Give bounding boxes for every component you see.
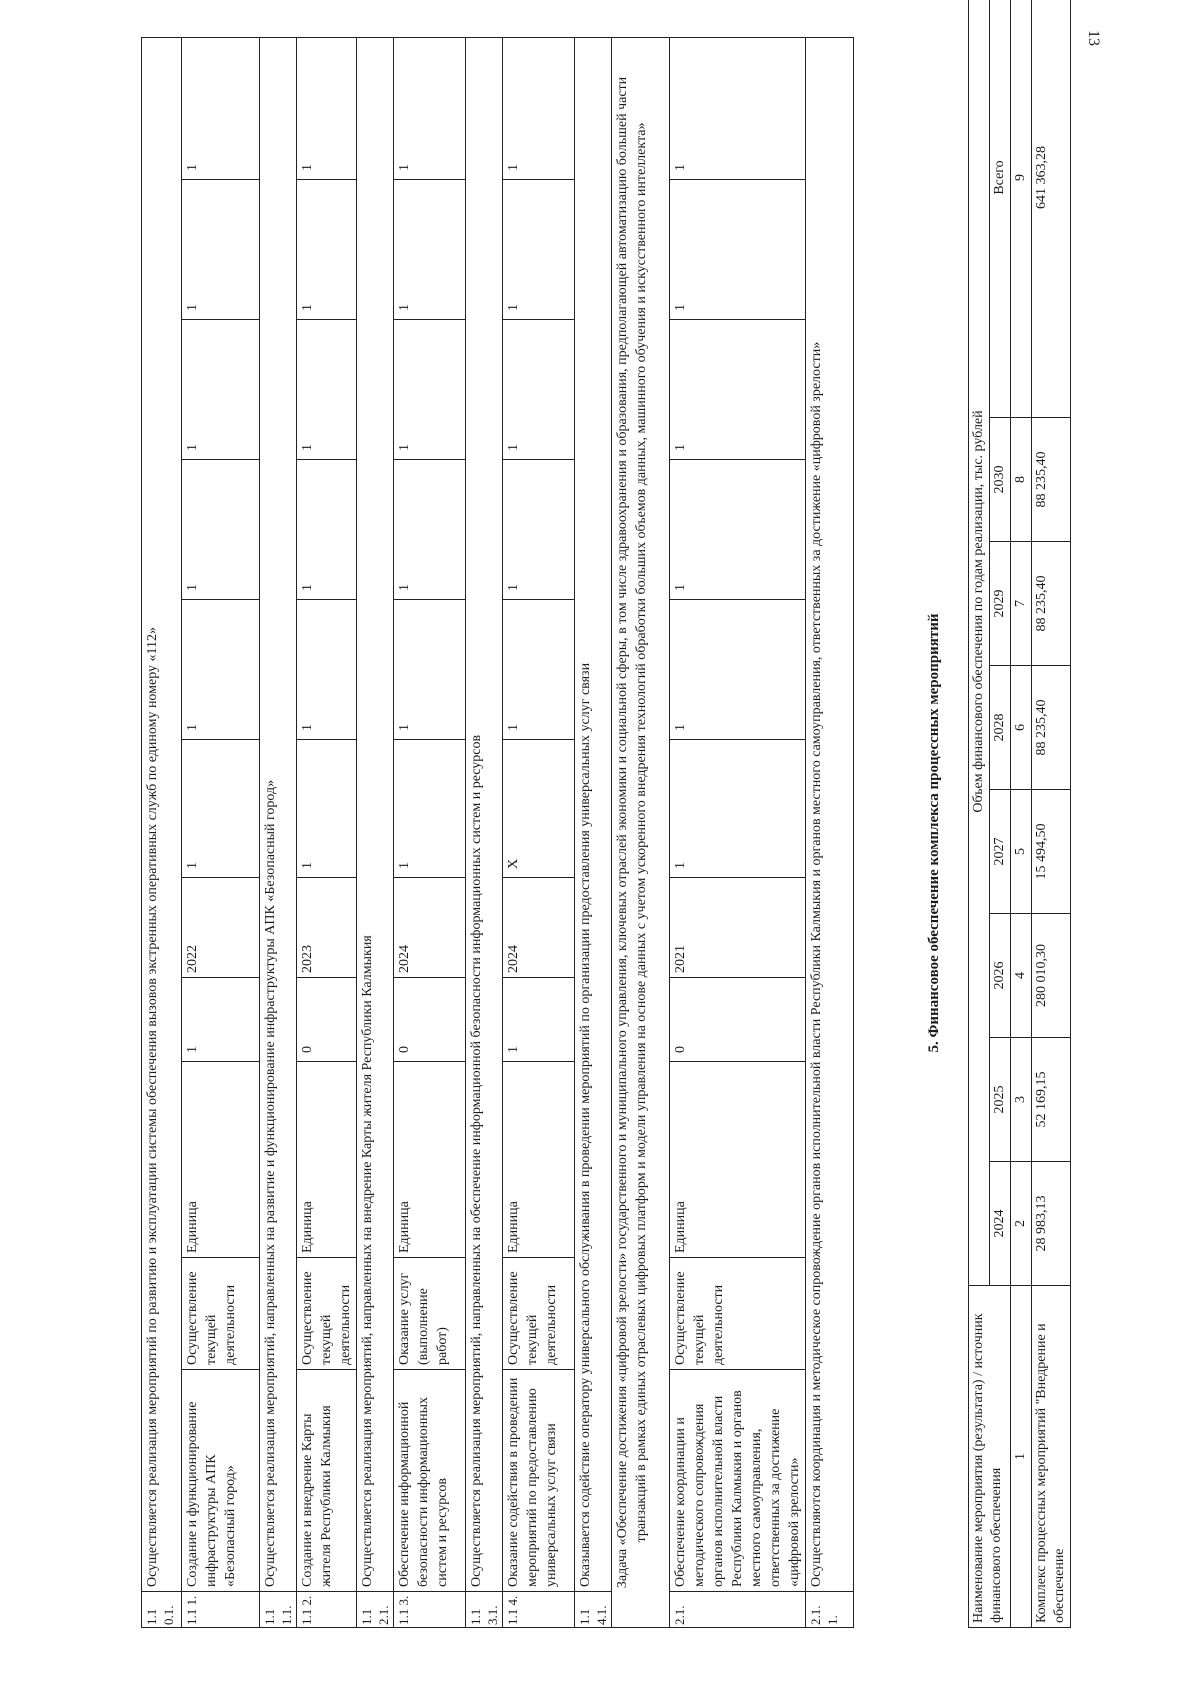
year-value: 1 xyxy=(394,37,466,179)
activity-name: Оказание содействия в проведении мероприятий по предоставлению универсальных услуг связи xyxy=(503,1370,575,1592)
unit-of-measure: Единица xyxy=(670,1062,806,1258)
year-value: 1 xyxy=(182,37,260,179)
base-year: 2022 xyxy=(182,878,260,978)
activity-type: Осуществление текущей деятельности xyxy=(503,1258,575,1370)
activity-type: Осуществление текущей деятельности xyxy=(670,1258,806,1370)
base-value: 0 xyxy=(670,978,806,1062)
row-description: Оказывается содействие оператору универсального обслуживания в проведении мероприятий по организации предоставления универсальных услуг связи xyxy=(575,37,612,1591)
year-value: 1 xyxy=(503,600,575,740)
financing-activity-name: Комплекс процессных мероприятий "Внедрение и обеспечение xyxy=(1032,1286,1071,1628)
unit-of-measure: Единица xyxy=(503,1062,575,1258)
year-header: Всего xyxy=(990,0,1011,418)
year-value: 1 xyxy=(182,740,260,878)
row-number: 1.1 1. xyxy=(182,1592,260,1628)
financing-table xyxy=(968,0,1071,1628)
activity-type: Осуществление текущей деятельности xyxy=(182,1258,260,1370)
row-number: 1.1 3. xyxy=(394,1592,466,1628)
activity-name: Создание и внедрение Карты жителя Республики Калмыкия xyxy=(297,1370,357,1592)
activity-type: Осуществление текущей деятельности xyxy=(297,1258,357,1370)
base-value: 1 xyxy=(182,978,260,1062)
column-number: 3 xyxy=(1011,1038,1032,1162)
year-value: 1 xyxy=(182,320,260,460)
year-value: 1 xyxy=(394,320,466,460)
table-row xyxy=(260,37,297,1627)
year-value: 1 xyxy=(297,740,357,878)
section-title: 5. Финансовое обеспечение комплекса процессных мероприятий xyxy=(926,613,942,1053)
activity-name: Обеспечение координации и методического сопровождения органов исполнительной власти Республики Калмыкия и органов местного самоуправления, ответственных за достижение «цифровой зрелости» xyxy=(670,1370,806,1592)
base-year: 2024 xyxy=(394,878,466,978)
financing-volume-header: Объем финансового обеспечения по годам реализации, тыс. рублей xyxy=(969,0,990,1286)
year-header: 2029 xyxy=(990,542,1011,666)
column-number: 5 xyxy=(1011,790,1032,914)
financing-value: 88 235,40 xyxy=(1032,418,1071,542)
task-description: Задача «Обеспечение достижения «цифровой зрелости» государственного и муниципального управления, ключевых отраслей экономики и социальной сферы, в том числе здравоохранения и образования, предполагающей автоматизацию большей части транзакций в рамках единых отраслевых цифровых платформ и модели управления на основе данных с учетом ускоренного внедрения технологий обработки больших объемов данных, машинного обучения и искусственного интеллекта» xyxy=(612,37,670,1627)
year-value: 1 xyxy=(297,460,357,600)
table-row xyxy=(503,37,575,1627)
table-row xyxy=(394,37,466,1627)
year-header: 2024 xyxy=(990,1162,1011,1286)
year-value: 1 xyxy=(503,180,575,320)
row-number: 1.1 3.1. xyxy=(466,1592,503,1628)
year-value: 1 xyxy=(503,320,575,460)
year-value: Х xyxy=(503,740,575,878)
base-year: 2021 xyxy=(670,878,806,978)
year-value: 1 xyxy=(503,460,575,600)
year-header: 2026 xyxy=(990,914,1011,1038)
base-value: 0 xyxy=(297,978,357,1062)
row-number: 1.1 2. xyxy=(297,1592,357,1628)
table-row xyxy=(357,37,394,1627)
year-header: 2027 xyxy=(990,790,1011,914)
table-row xyxy=(806,37,854,1627)
year-value: 1 xyxy=(297,320,357,460)
row-number: 1.1 4. xyxy=(503,1592,575,1628)
financing-table-body xyxy=(1032,0,1071,1628)
year-value: 1 xyxy=(297,180,357,320)
year-value: 1 xyxy=(394,740,466,878)
row-number: 2.1. xyxy=(670,1592,806,1628)
row-description: Осуществляется реализация мероприятий по развитию и эксплуатации системы обеспечения вызовов экстренных оперативных служб по единому номеру «112» xyxy=(142,37,182,1591)
table-row xyxy=(142,37,182,1627)
year-value: 1 xyxy=(182,460,260,600)
row-description: Осуществляется реализация мероприятий, направленных на обеспечение информационной безопасности информационных систем и ресурсов xyxy=(466,37,503,1591)
year-value: 1 xyxy=(503,37,575,179)
activity-name: Создание и функционирование инфраструктуры АПК «Безопасный город» xyxy=(182,1370,260,1592)
table-row xyxy=(297,37,357,1627)
column-number: 4 xyxy=(1011,914,1032,1038)
financing-value: 52 169,15 xyxy=(1032,1038,1071,1162)
row-number: 1.1 1.1. xyxy=(260,1592,297,1628)
base-value: 0 xyxy=(394,978,466,1062)
activity-name: Обеспечение информационной безопасности информационных систем и ресурсов xyxy=(394,1370,466,1592)
year-header: 2028 xyxy=(990,666,1011,790)
column-number: 9 xyxy=(1011,0,1032,418)
column-number: 1 xyxy=(1011,1286,1032,1628)
row-number: 1.1 2.1. xyxy=(357,1592,394,1628)
unit-of-measure: Единица xyxy=(394,1062,466,1258)
year-value: 1 xyxy=(670,180,806,320)
row-number: 1.1 4.1. xyxy=(575,1592,612,1628)
row-description: Осуществляется реализация мероприятий, направленных на внедрение Карты жителя Республики Калмыкия xyxy=(357,37,394,1591)
year-value: 1 xyxy=(670,740,806,878)
row-number: 1.1 0.1. xyxy=(142,1592,182,1628)
financing-value: 15 494,50 xyxy=(1032,790,1071,914)
year-value: 1 xyxy=(670,320,806,460)
year-value: 1 xyxy=(394,600,466,740)
table-row xyxy=(670,37,806,1627)
year-value: 1 xyxy=(670,600,806,740)
indicators-table xyxy=(141,37,854,1628)
column-number: 8 xyxy=(1011,418,1032,542)
column-number: 7 xyxy=(1011,542,1032,666)
year-value: 1 xyxy=(394,180,466,320)
unit-of-measure: Единица xyxy=(182,1062,260,1258)
base-year: 2024 xyxy=(503,878,575,978)
rotated-page-content xyxy=(0,38,1067,1628)
financing-value: 280 010,30 xyxy=(1032,914,1071,1038)
base-value: 1 xyxy=(503,978,575,1062)
row-number: 2.1. 1. xyxy=(806,1592,854,1628)
year-value: 1 xyxy=(297,600,357,740)
year-value: 1 xyxy=(182,180,260,320)
activity-type: Оказание услуг (выполнение работ) xyxy=(394,1258,466,1370)
table-row xyxy=(575,37,612,1627)
financing-name-header: Наименование мероприятия (результата) / источник финансового обеспечения xyxy=(969,1286,1011,1628)
financing-value: 88 235,40 xyxy=(1032,542,1071,666)
table-row xyxy=(612,37,670,1627)
financing-column-numbers-row xyxy=(1011,0,1032,1628)
row-description: Осуществляются координация и методическое сопровождение органов исполнительной власти Республики Калмыкия и органов местного самоуправления, ответственных за достижение «цифровой зрелости» xyxy=(806,37,854,1591)
year-value: 1 xyxy=(670,37,806,179)
year-header: 2025 xyxy=(990,1038,1011,1162)
year-value: 1 xyxy=(297,37,357,179)
page-number: 13 xyxy=(1085,30,1102,46)
table-row xyxy=(466,37,503,1627)
financing-value: 88 235,40 xyxy=(1032,666,1071,790)
table-row xyxy=(182,37,260,1627)
year-header: 2030 xyxy=(990,418,1011,542)
year-value: 1 xyxy=(182,600,260,740)
base-year: 2023 xyxy=(297,878,357,978)
column-number: 6 xyxy=(1011,666,1032,790)
financing-value: 641 363,28 xyxy=(1032,0,1071,418)
financing-value: 28 983,13 xyxy=(1032,1162,1071,1286)
year-value: 1 xyxy=(394,460,466,600)
unit-of-measure: Единица xyxy=(297,1062,357,1258)
table-row xyxy=(1032,0,1071,1628)
year-value: 1 xyxy=(670,460,806,600)
column-number: 2 xyxy=(1011,1162,1032,1286)
indicators-table-body xyxy=(142,37,854,1627)
row-description: Осуществляется реализация мероприятий, направленных на развитие и функционирование инфраструктуры АПК «Безопасный город» xyxy=(260,37,297,1591)
